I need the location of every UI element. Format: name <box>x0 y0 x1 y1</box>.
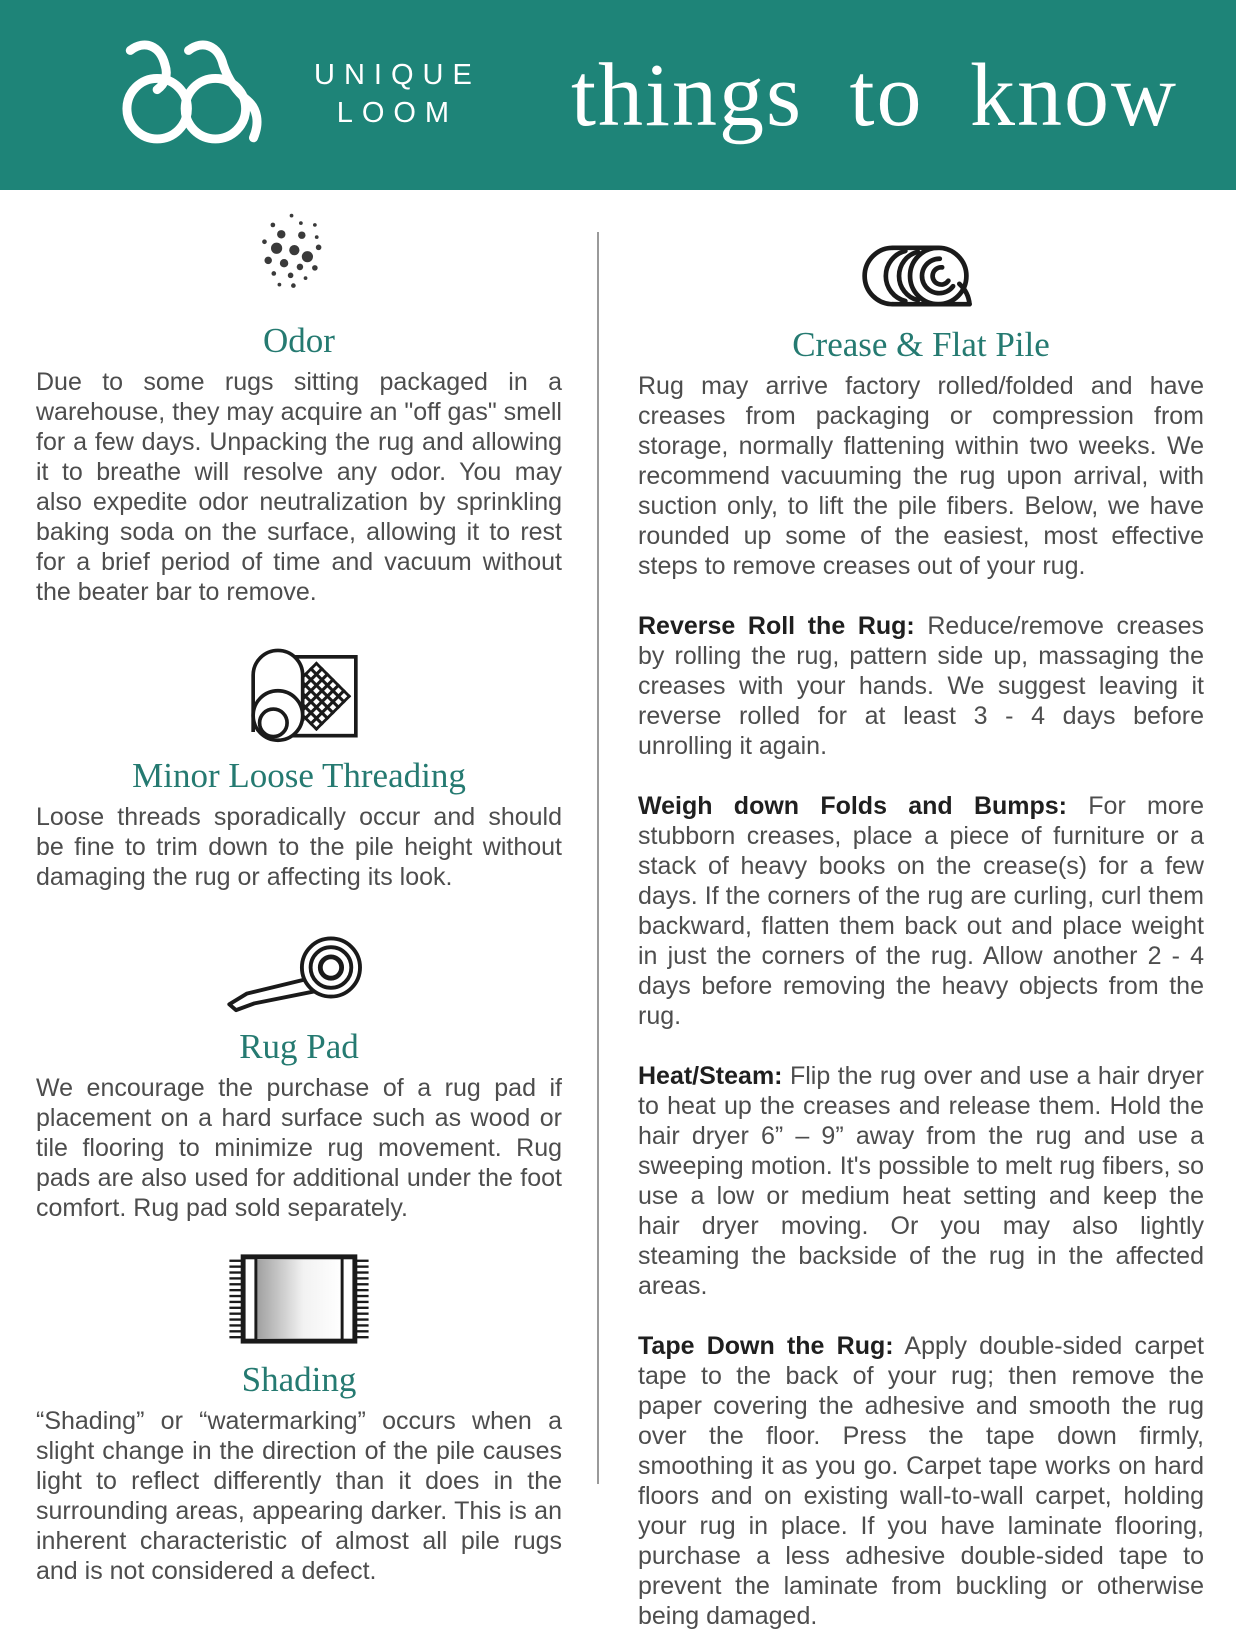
header-banner <box>0 0 1236 190</box>
step-heat-steam-label: Heat/Steam: <box>638 1062 783 1090</box>
content-columns <box>0 190 1236 1631</box>
brand-line2: LOOM <box>336 97 459 129</box>
step-reverse-roll-text: Reduce/remove creases by rolling the rug, pattern side up, massaging the creases with your hands. We suggest leaving it reverse rolled for at least 3 - 4 days before unrolling it again. <box>638 612 1204 760</box>
page-title: things to know <box>570 45 1178 145</box>
odor-body: Due to some rugs sitting packaged in a warehouse, they may acquire an "off gas" smell for a few days. Unpacking the rug and allowing it to breathe will resolve any odor. You may also expedite odor neutralization by sprinkling baking soda on the surface, allowing it to rest for a brief period of time and vacuum without the beater bar to remove. <box>36 368 562 606</box>
shaded-rug-icon <box>224 1249 374 1352</box>
rugpad-body: We encourage the purchase of a rug pad if placement on a hard surface such as wood or tile flooring to minimize rug movement. Rug pads are also used for additional under the foot comfort. Rug pad sold separately. <box>36 1074 562 1222</box>
step-heat-steam-text: Flip the rug over and use a hair dryer to heat up the creases and release them. Hold the hair dryer 6” – 9” away from the rug and use a sweeping motion. It's possible to melt rug fibers, so use a low or medium heat setting and keep the hair dryer moving. Or you may also lightly steaming the backside of the rug in the affected areas. <box>638 1062 1205 1300</box>
shading-section-icon-row <box>36 1249 562 1352</box>
threading-section-icon-row <box>36 633 562 748</box>
step-tape-down <box>638 1331 1204 1631</box>
step-weigh-down-label: Weigh down Folds and Bumps: <box>638 792 1068 820</box>
odor-section-icon-row <box>36 210 562 313</box>
threading-body: Loose threads sporadically occur and should be fine to trim down to the pile height without damaging the rug or affecting its look. <box>36 803 562 891</box>
step-heat-steam <box>638 1061 1204 1301</box>
brand-line1: UNIQUE <box>314 59 481 92</box>
rugpad-heading: Rug Pad <box>239 1027 359 1066</box>
step-tape-down-text: Apply double-sided carpet tape to the back of your rug; then remove the paper covering the adhesive and smooth the rug over the floor. Press the tape down firmly, smoothing it as you go. Carpet tape works on hard floors and on existing wall-to-wall carpet, holding your rug in place. If you have laminate flooring, purchase a less adhesive double-sided tape to prevent the laminate from buckling or otherwise being damaged. <box>638 1332 1204 1630</box>
rug-pad-roll-icon <box>220 922 378 1019</box>
rugpad-section-icon-row <box>36 922 562 1019</box>
shading-heading: Shading <box>241 1360 357 1399</box>
crease-section-icon-row <box>638 240 1204 317</box>
shading-body: “Shading” or “watermarking” occurs when a slight change in the direction of the pile causes light to reflect differently than it does in the surrounding areas, appearing darker. This is an inherent characteristic of almost all pile rugs and is not considered a defect. <box>36 1407 562 1585</box>
unique-loom-logo-icon <box>98 37 288 154</box>
step-tape-down-label: Tape Down the Rug: <box>638 1332 894 1360</box>
brand-lockup <box>98 37 481 154</box>
crease-heading: Crease & Flat Pile <box>792 325 1050 364</box>
odor-heading: Odor <box>263 321 335 360</box>
step-weigh-down-text: For more stubborn creases, place a piece of furniture or a stack of heavy books on the crease(s) for a few days. If the corners of the rug are curling, curl them backward, flatten them back out and place weight in just the corners of the rug. Allow another 2 - 4 days before removing the heavy objects from the rug. <box>638 792 1205 1030</box>
step-reverse-roll <box>638 611 1204 761</box>
column-divider <box>597 232 599 1484</box>
right-column <box>598 190 1236 1631</box>
threading-heading: Minor Loose Threading <box>132 756 466 795</box>
rolled-rug-side-icon <box>857 240 985 317</box>
crease-intro: Rug may arrive factory rolled/folded and have creases from packaging or compression from storage, normally flattening within two weeks. We recommend vacuuming the rug upon arrival, with suction only, to lift the pile fibers. Below, we have rounded up some of the easiest, most effective steps to remove creases out of your rug. <box>638 372 1204 580</box>
brand-name <box>314 57 481 132</box>
left-column <box>0 190 598 1631</box>
step-reverse-roll-label: Reverse Roll the Rug: <box>638 612 915 640</box>
rolled-rug-corner-icon <box>229 633 369 748</box>
odor-dots-icon <box>245 210 353 313</box>
step-weigh-down <box>638 791 1204 1031</box>
